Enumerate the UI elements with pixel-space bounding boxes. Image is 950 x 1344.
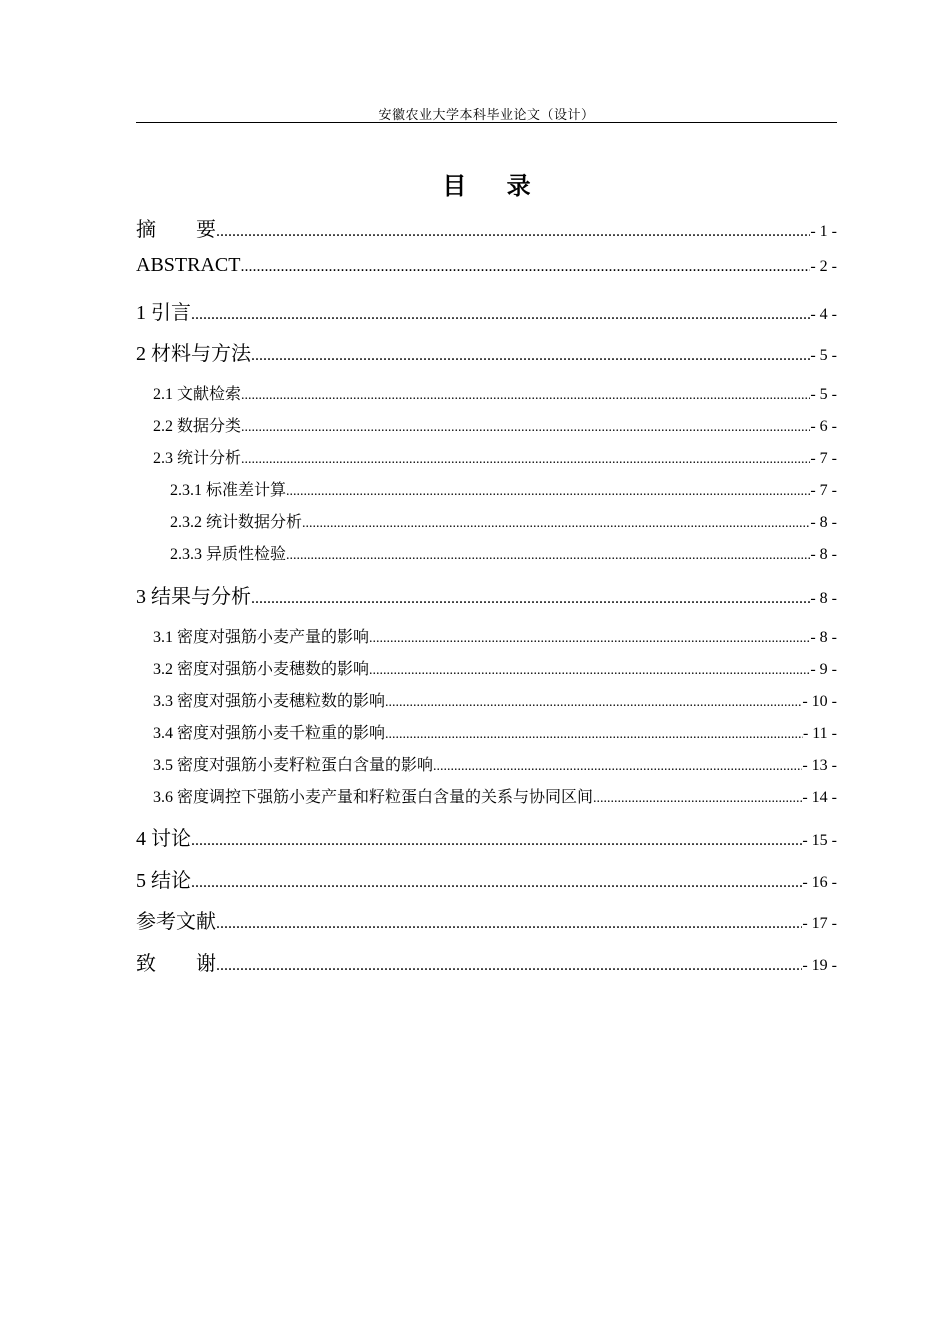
toc-entry-title: 2.3.2 统计数据分析	[170, 514, 303, 531]
toc-entry-title: 摘 要	[136, 219, 216, 241]
toc-entry-page: - 10 -	[802, 693, 837, 710]
toc-entry-title: 2.2 数据分类	[153, 418, 242, 435]
toc-entry-title: 3.3 密度对强筋小麦穗粒数的影响	[153, 693, 386, 710]
toc-leader-dots	[251, 591, 810, 607]
toc-leader-dots	[286, 485, 810, 499]
toc-entry-title: 2.3.1 标准差计算	[170, 482, 287, 499]
toc-entry-page: - 15 -	[802, 832, 837, 849]
toc-entry-page: - 17 -	[802, 915, 837, 932]
toc-leader-dots	[191, 875, 802, 891]
toc-entry-3-4[interactable]	[153, 720, 837, 742]
toc-leader-dots	[216, 224, 810, 240]
toc-entry-title: 3 结果与分析	[136, 586, 251, 608]
toc-entry-page: - 11 -	[802, 725, 837, 742]
toc-entry-abstract-en[interactable]	[136, 254, 837, 280]
toc-entry-results-analysis[interactable]	[136, 580, 837, 606]
toc-entry-title: 3.1 密度对强筋小麦产量的影响	[153, 629, 370, 646]
toc-entry-page: - 6 -	[810, 418, 837, 435]
toc-entry-materials-methods[interactable]	[136, 337, 837, 363]
toc-entry-title: ABSTRACT	[136, 254, 241, 276]
toc-entry-title: 2.3 统计分析	[153, 450, 242, 467]
toc-entry-2-3[interactable]	[153, 445, 837, 467]
toc-entry-title: 3.6 密度调控下强筋小麦产量和籽粒蛋白含量的关系与协同区间	[153, 789, 594, 806]
toc-entry-abstract-cn[interactable]	[136, 213, 837, 239]
toc-entry-2-3-3[interactable]	[170, 541, 837, 563]
toc-entry-3-2[interactable]	[153, 656, 837, 678]
toc-leader-dots	[302, 517, 810, 531]
toc-leader-dots	[433, 760, 802, 774]
toc-entry-page: - 8 -	[810, 629, 837, 646]
toc-entry-page: - 9 -	[810, 661, 837, 678]
toc-entry-title: 3.2 密度对强筋小麦穗数的影响	[153, 661, 370, 678]
toc-entry-title: 参考文献	[136, 911, 216, 933]
toc-entry-discussion[interactable]	[136, 822, 837, 848]
toc-entry-title: 2.1 文献检索	[153, 386, 242, 403]
toc-entry-acknowledgements[interactable]	[136, 947, 837, 973]
toc-leader-dots	[593, 792, 802, 806]
toc-leader-dots	[286, 549, 810, 563]
toc-leader-dots	[385, 696, 802, 710]
toc-entry-2-3-2[interactable]	[170, 509, 837, 531]
toc-entry-title: 4 讨论	[136, 828, 191, 850]
toc-entry-page: - 8 -	[810, 590, 837, 607]
toc-entry-page: - 8 -	[810, 514, 837, 531]
toc-title: 目 录	[442, 172, 547, 200]
toc-entry-references[interactable]	[136, 905, 837, 931]
toc-entry-title: 2.3.3 异质性检验	[170, 546, 287, 563]
toc-entry-title: 1 引言	[136, 302, 191, 324]
toc-entry-2-1[interactable]	[153, 381, 837, 403]
toc-entry-page: - 8 -	[810, 546, 837, 563]
toc-leader-dots	[191, 307, 810, 323]
toc-entry-3-5[interactable]	[153, 752, 837, 774]
toc-entry-page: - 7 -	[810, 450, 837, 467]
toc-entry-title: 3.5 密度对强筋小麦籽粒蛋白含量的影响	[153, 757, 434, 774]
toc-entry-conclusion[interactable]	[136, 864, 837, 890]
toc-entry-page: - 2 -	[810, 258, 837, 275]
toc-entry-title: 3.4 密度对强筋小麦千粒重的影响	[153, 725, 386, 742]
toc-entry-page: - 1 -	[810, 223, 837, 240]
toc-entry-title: 5 结论	[136, 870, 191, 892]
toc-entry-page: - 4 -	[810, 306, 837, 323]
toc-leader-dots	[241, 389, 810, 403]
toc-leader-dots	[385, 728, 803, 742]
toc-leader-dots	[216, 916, 802, 932]
toc-leader-dots	[251, 348, 810, 364]
toc-entry-page: - 7 -	[810, 482, 837, 499]
toc-entry-3-3[interactable]	[153, 688, 837, 710]
toc-entry-page: - 16 -	[802, 874, 837, 891]
toc-entry-page: - 13 -	[802, 757, 837, 774]
toc-leader-dots	[369, 632, 810, 646]
toc-leader-dots	[369, 664, 810, 678]
toc-leader-dots	[191, 833, 802, 849]
toc-entry-2-3-1[interactable]	[170, 477, 837, 499]
toc-entry-3-1[interactable]	[153, 624, 837, 646]
toc-entry-3-6[interactable]	[153, 784, 837, 806]
toc-entry-introduction[interactable]	[136, 296, 837, 322]
toc-entry-title: 2 材料与方法	[136, 343, 251, 365]
toc-entry-2-2[interactable]	[153, 413, 837, 435]
page-header: 安徽农业大学本科毕业论文（设计）	[378, 107, 595, 122]
toc-entry-page: - 14 -	[802, 789, 837, 806]
toc-entry-page: - 5 -	[810, 347, 837, 364]
toc-leader-dots	[241, 421, 810, 435]
toc-entry-page: - 5 -	[810, 386, 837, 403]
toc-leader-dots	[240, 259, 810, 275]
toc-leader-dots	[216, 958, 802, 974]
toc-entry-title: 致 谢	[136, 953, 216, 975]
toc-leader-dots	[241, 453, 810, 467]
toc-entry-page: - 19 -	[802, 957, 837, 974]
